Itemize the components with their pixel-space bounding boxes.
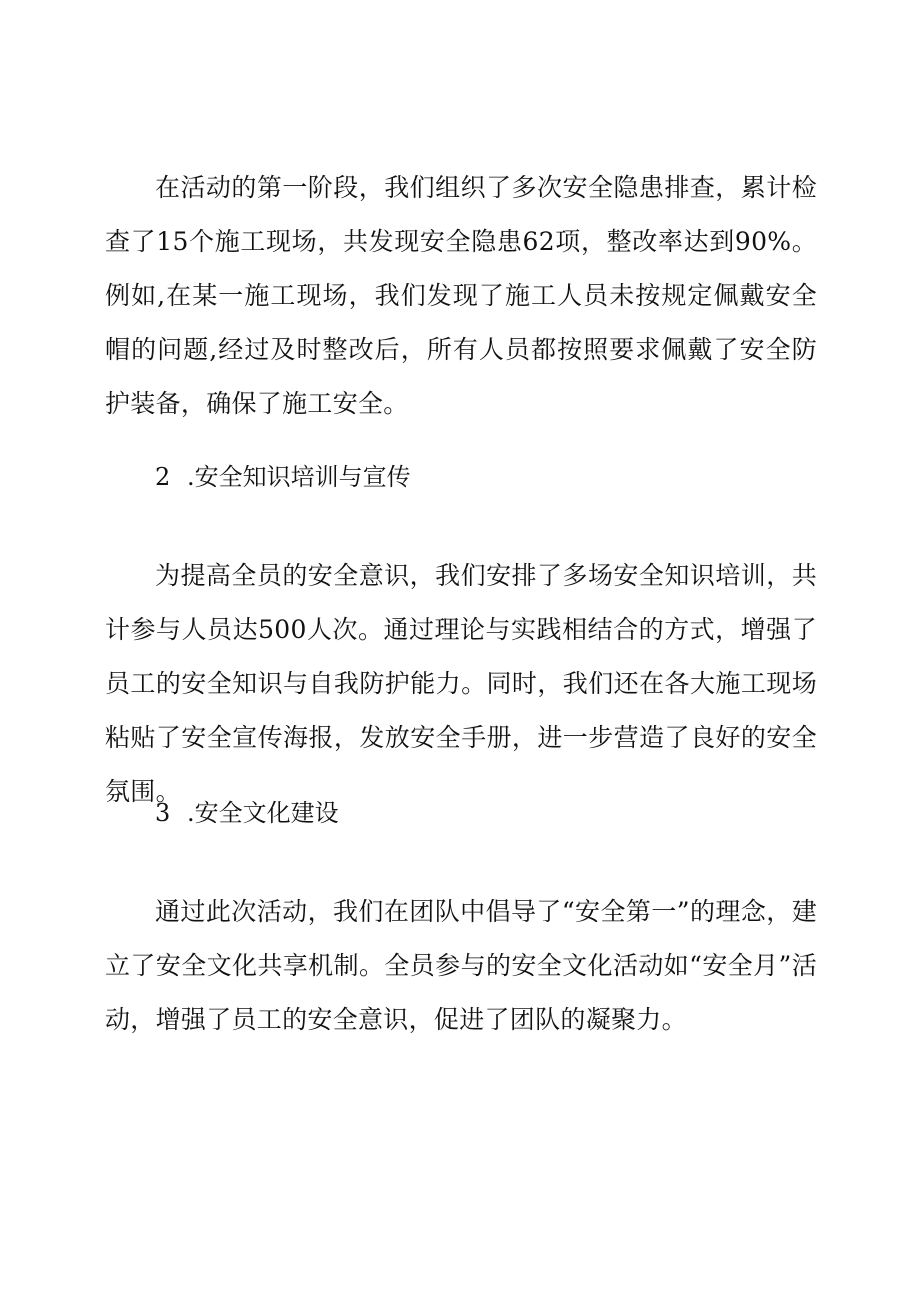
section-heading-safety-training: [155, 457, 411, 497]
paragraph-safety-culture: 通过此次活动，我们在团队中倡导了“安全第一”的理念，建立了安全文化共享机制。全员参与的安全文化活动如“安全月”活动，增强了员工的安全意识，促进了团队的凝聚力。: [105, 897, 817, 1034]
section-title: .安全知识培训与宣传: [187, 463, 411, 491]
paragraph-inspection-results: 在活动的第一阶段，我们组织了多次安全隐患排查，累计检查了15个施工现场，共发现安全隐患62项，整改率达到90%。例如,在某一施工现场，我们发现了施工人员未按规定佩戴安全帽的问题,经过及时整改后，所有人员都按照要求佩戴了安全防护装备，确保了施工安全。: [105, 173, 817, 418]
section-number: 2: [155, 463, 171, 491]
section-number: 3: [155, 799, 171, 827]
section-title: .安全文化建设: [187, 799, 339, 827]
section-heading-safety-culture: [155, 793, 339, 833]
paragraph-safety-training: 为提高全员的安全意识，我们安排了多场安全知识培训，共计参与人员达500人次。通过理论与实践相结合的方式，增强了员工的安全知识与自我防护能力。同时，我们还在各大施工现场粘贴了安全宣传海报，发放安全手册，进一步营造了良好的安全氛围。: [105, 561, 817, 806]
